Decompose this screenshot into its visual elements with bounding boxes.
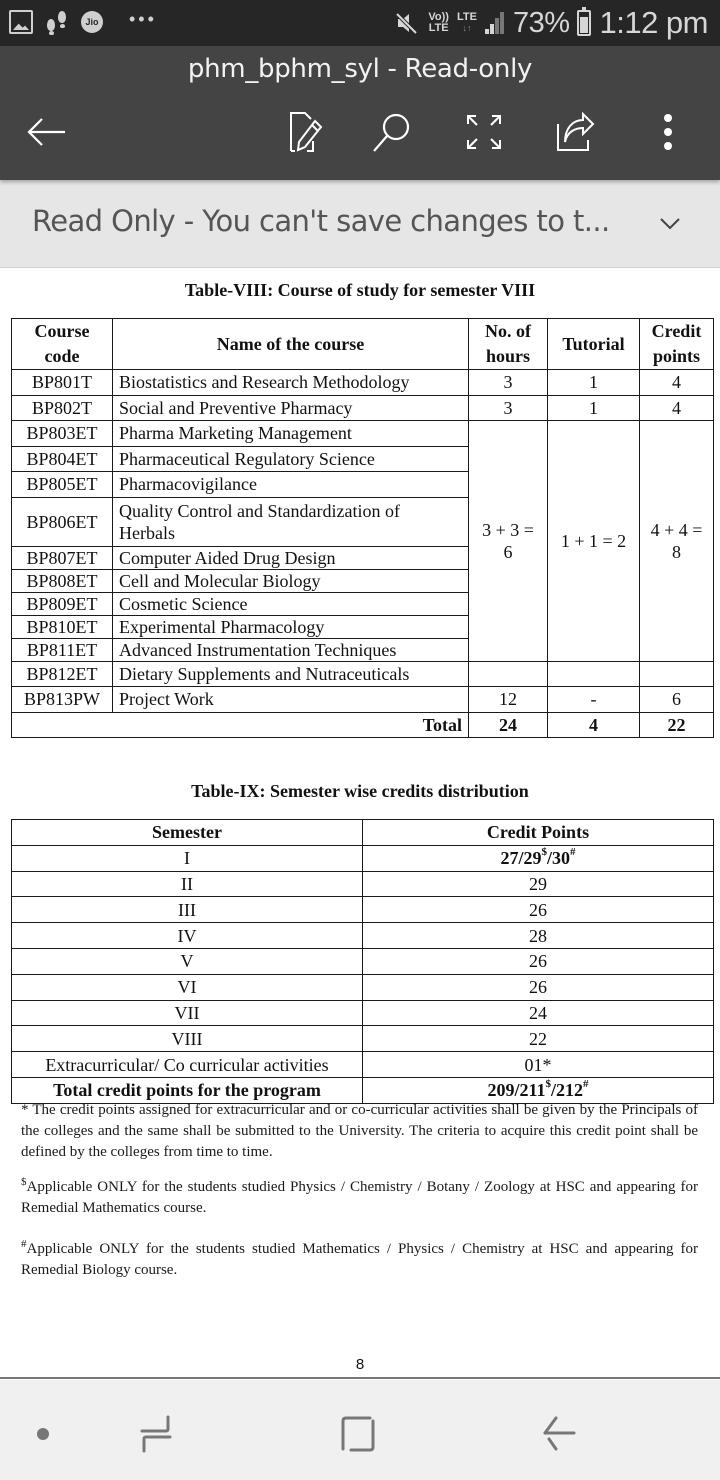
course-table-sem8 (11, 318, 714, 738)
share-icon (555, 112, 595, 152)
table-row: V 26 (12, 948, 714, 974)
search-button[interactable] (368, 108, 416, 156)
more-notifications-icon: ••• (129, 8, 157, 29)
more-options-button[interactable] (644, 108, 692, 156)
document-page[interactable] (0, 269, 720, 1378)
mute-icon (394, 11, 420, 35)
battery-percent: 73% (512, 6, 570, 39)
battery-icon (577, 10, 591, 36)
table8-caption: Table-VIII: Course of study for semester VIII (184, 280, 536, 300)
elective-hours: 3 + 3 = 6 (469, 421, 548, 662)
footnote-dollar: $Applicable ONLY for the students studied Physics / Chemistry / Botany / Zoology at HSC and appearing for Remedial Mathematics course. (21, 1176, 698, 1216)
read-only-notice[interactable] (0, 180, 720, 268)
jio-icon: Jio (81, 11, 103, 33)
table-row: BP801T Biostatistics and Research Methodology 3 1 4 (12, 370, 714, 396)
clock: 1:12 pm (599, 5, 708, 40)
table-row: II 29 (12, 871, 714, 897)
navigation-bar (0, 1380, 720, 1480)
table-row: BP802T Social and Preventive Pharmacy 3 1 4 (12, 395, 714, 421)
table-row: III 26 (12, 897, 714, 923)
gallery-icon (9, 10, 33, 34)
table-row: I 27/29$/30# (12, 845, 714, 871)
table-row: BP810ET Experimental Pharmacology (12, 615, 714, 638)
notification-icons (9, 9, 157, 35)
table-row: BP808ET Cell and Molecular Biology (12, 569, 714, 592)
table-header-row: Semester Credit Points (12, 820, 714, 846)
system-icons (394, 4, 708, 42)
table-row: VII 24 (12, 1000, 714, 1026)
document-title: phm_bphm_syl - Read-only (187, 54, 533, 84)
volte-indicator: Vo)) LTE (428, 11, 449, 34)
status-bar (0, 0, 720, 46)
back-arrow-icon (25, 116, 67, 148)
fullscreen-icon (466, 114, 502, 150)
table-total-row: Total 24 4 22 (12, 712, 714, 738)
back-icon (541, 1416, 577, 1452)
table-row: BP812ET Dietary Supplements and Nutraceuticals (12, 661, 714, 687)
table-row: BP806ET Quality Control and Standardization of Herbals (12, 497, 714, 546)
table-row: BP807ET Computer Aided Drug Design (12, 546, 714, 569)
steps-icon (45, 9, 69, 35)
lte-indicator: LTE ↓↑ (456, 11, 477, 33)
read-only-message: Read Only - You can't save changes to t... (32, 204, 610, 238)
table-row: BP813PW Project Work 12 - 6 (12, 687, 714, 713)
chevron-down-icon[interactable] (658, 212, 682, 236)
edit-document-icon (285, 111, 323, 153)
header-hours: No. of hours (469, 319, 548, 370)
share-button[interactable] (551, 108, 599, 156)
footnote-hash: #Applicable ONLY for the students studied Mathematics / Physics / Chemistry at HSC and appearing for Remedial Biology course. (21, 1238, 698, 1278)
header-course-name: Name of the course (113, 319, 469, 370)
more-options-icon (662, 113, 674, 151)
fullscreen-button[interactable] (460, 108, 508, 156)
recent-apps-icon (139, 1415, 173, 1453)
header-tutorial: Tutorial (548, 319, 640, 370)
table-row: BP809ET Cosmetic Science (12, 592, 714, 615)
home-button[interactable] (334, 1410, 382, 1458)
table-header-row (12, 319, 714, 370)
table9-caption: Table-IX: Semester wise credits distribution (191, 781, 529, 801)
table-row: BP803ET Pharma Marketing Management 3 + 3 = 6 1 + 1 = 2 4 + 4 = 8 (12, 421, 714, 447)
page-number: 8 (355, 1356, 365, 1373)
footnote-asterisk: * The credit points assigned for extracurricular and or co-curricular activities shall be given by the Principals of the colleges and the same shall be submitted to the University. The criteria to acquire this credit point shall be defined by the colleges from time to time. (21, 1102, 698, 1160)
table-row: BP804ET Pharmaceutical Regulatory Science (12, 446, 714, 472)
back-button[interactable] (22, 108, 70, 156)
table-row: VI 26 (12, 974, 714, 1000)
elective-tutorial: 1 + 1 = 2 (548, 421, 640, 662)
elective-credits: 4 + 4 = 8 (640, 421, 714, 662)
app-bar (0, 46, 720, 180)
table-row: IV 28 (12, 923, 714, 949)
table-row: Extracurricular/ Co curricular activities 01* (12, 1052, 714, 1078)
search-icon (371, 111, 413, 153)
table-total-row: Total credit points for the program 209/211$/212# (12, 1077, 714, 1103)
table-row: VIII 22 (12, 1026, 714, 1052)
back-nav-button[interactable] (535, 1410, 583, 1458)
signal-icon (485, 12, 505, 34)
table-row: BP811ET Advanced Instrumentation Techniques (12, 638, 714, 661)
table-row: BP805ET Pharmacovigilance (12, 472, 714, 498)
recent-apps-button[interactable] (132, 1410, 180, 1458)
header-credits: Credit points (640, 319, 714, 370)
nav-dot-icon (35, 1426, 51, 1442)
home-icon (340, 1415, 376, 1453)
edit-button[interactable] (280, 108, 328, 156)
header-course-code: Course code (12, 319, 113, 370)
page-divider (0, 1377, 720, 1379)
nav-dot-button[interactable] (19, 1410, 67, 1458)
credits-distribution-table (11, 819, 714, 1104)
